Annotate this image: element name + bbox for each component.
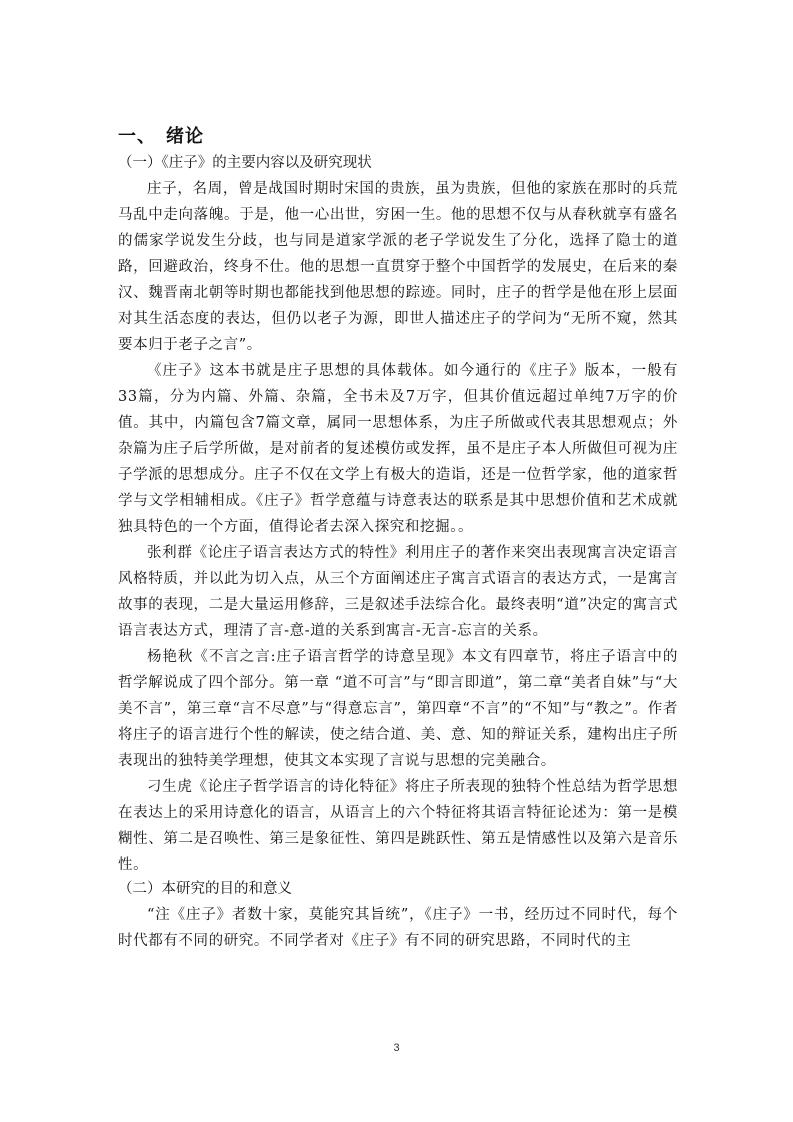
chapter-heading: [118, 124, 678, 152]
paragraph: 刁生虎《论庄子哲学语言的诗化特征》将庄子所表现的独特个性总结为哲学思想在表达上的采用诗意化的语言，从语言上的六个特征将其语言特征论述为：第一是模糊性、第二是召唤性、第三是象征性、第四是跳跃性、第五是情感性以及第六是音乐性。: [118, 779, 678, 873]
chapter-number: 一、: [118, 126, 156, 147]
paragraph: 庄子，名周，曾是战国时期时宋国的贵族，虽为贵族，但他的家族在那时的兵荒马乱中走向落魄。于是，他一心出世，穷困一生。他的思想不仅与从春秋就享有盛名的儒家学说发生分歧，也与同是道家学派的老子学说发生了分化，选择了隐士的道路，回避政治，终身不仕。他的思想一直贯穿于整个中国哲学的发展史，在后来的秦汉、魏晋南北朝等时期也都能找到他思想的踪迹。同时，庄子的哲学是他在形上层面对其生活态度的表达，但仍以老子为源，即世人描述庄子的学问为“无所不窥，然其要本归于老子之言”。: [118, 181, 678, 353]
paragraph: 《庄子》这本书就是庄子思想的具体载体。如今通行的《庄子》版本，一般有33篇，分为内篇、外篇、杂篇，全书未及7万字，但其价值远超过单纯7万字的价值。其中，内篇包含7篇文章，属同一思想体系，为庄子所做或代表其思想观点；外杂篇为庄子后学所做，是对前者的复述模仿或发挥，虽不是庄子本人所做但可视为庄子学派的思想成分。庄子不仅在文学上有极大的造诣，还是一位哲学家，他的道家哲学与文学相辅相成。《庄子》哲学意蕴与诗意表达的联系是其中思想价值和艺术成就独具特色的一个方面，值得论者去深入探究和挖掘。。: [118, 363, 678, 535]
document-body: [118, 124, 678, 954]
section-heading-1: （一）《庄子》的主要内容以及研究现状: [118, 155, 372, 171]
chapter-title: 绪论: [166, 126, 204, 147]
section-heading-2: （二）本研究的目的和意义: [118, 881, 292, 897]
page-number: 3: [393, 1042, 400, 1054]
paragraph: 杨艳秋《不言之言:庄子语言哲学的诗意呈现》本文有四章节，将庄子语言中的哲学解说成了四个部分。第一章 “道不可言”与“即言即道”，第二章“美者自妹”与“大美不言”，第三章“言不尽意”与“得意忘言”，第四章“不言”的“不知”与“教之”。作者将庄子的语言进行个性的解读，使之结合道、美、意、知的辩证关系，建构出庄子所表现出的独特美学理想，使其文本实现了言说与思想的完美融合。: [118, 649, 678, 769]
paragraph: 张利群《论庄子语言表达方式的特性》利用庄子的著作来突出表现寓言决定语言风格特质，并以此为切入点，从三个方面阐述庄子寓言式语言的表达方式，一是寓言故事的表现，二是大量运用修辞，三是叙述手法综合化。最终表明“道”决定的寓言式语言表达方式，理清了言-意-道的关系到寓言-无言-忘言的关系。: [118, 545, 678, 639]
paragraph: “注《庄子》者数十家，莫能究其旨统”，《庄子》一书，经历过不同时代，每个时代都有不同的研究。不同学者对《庄子》有不同的研究思路，不同时代的主: [118, 907, 678, 949]
